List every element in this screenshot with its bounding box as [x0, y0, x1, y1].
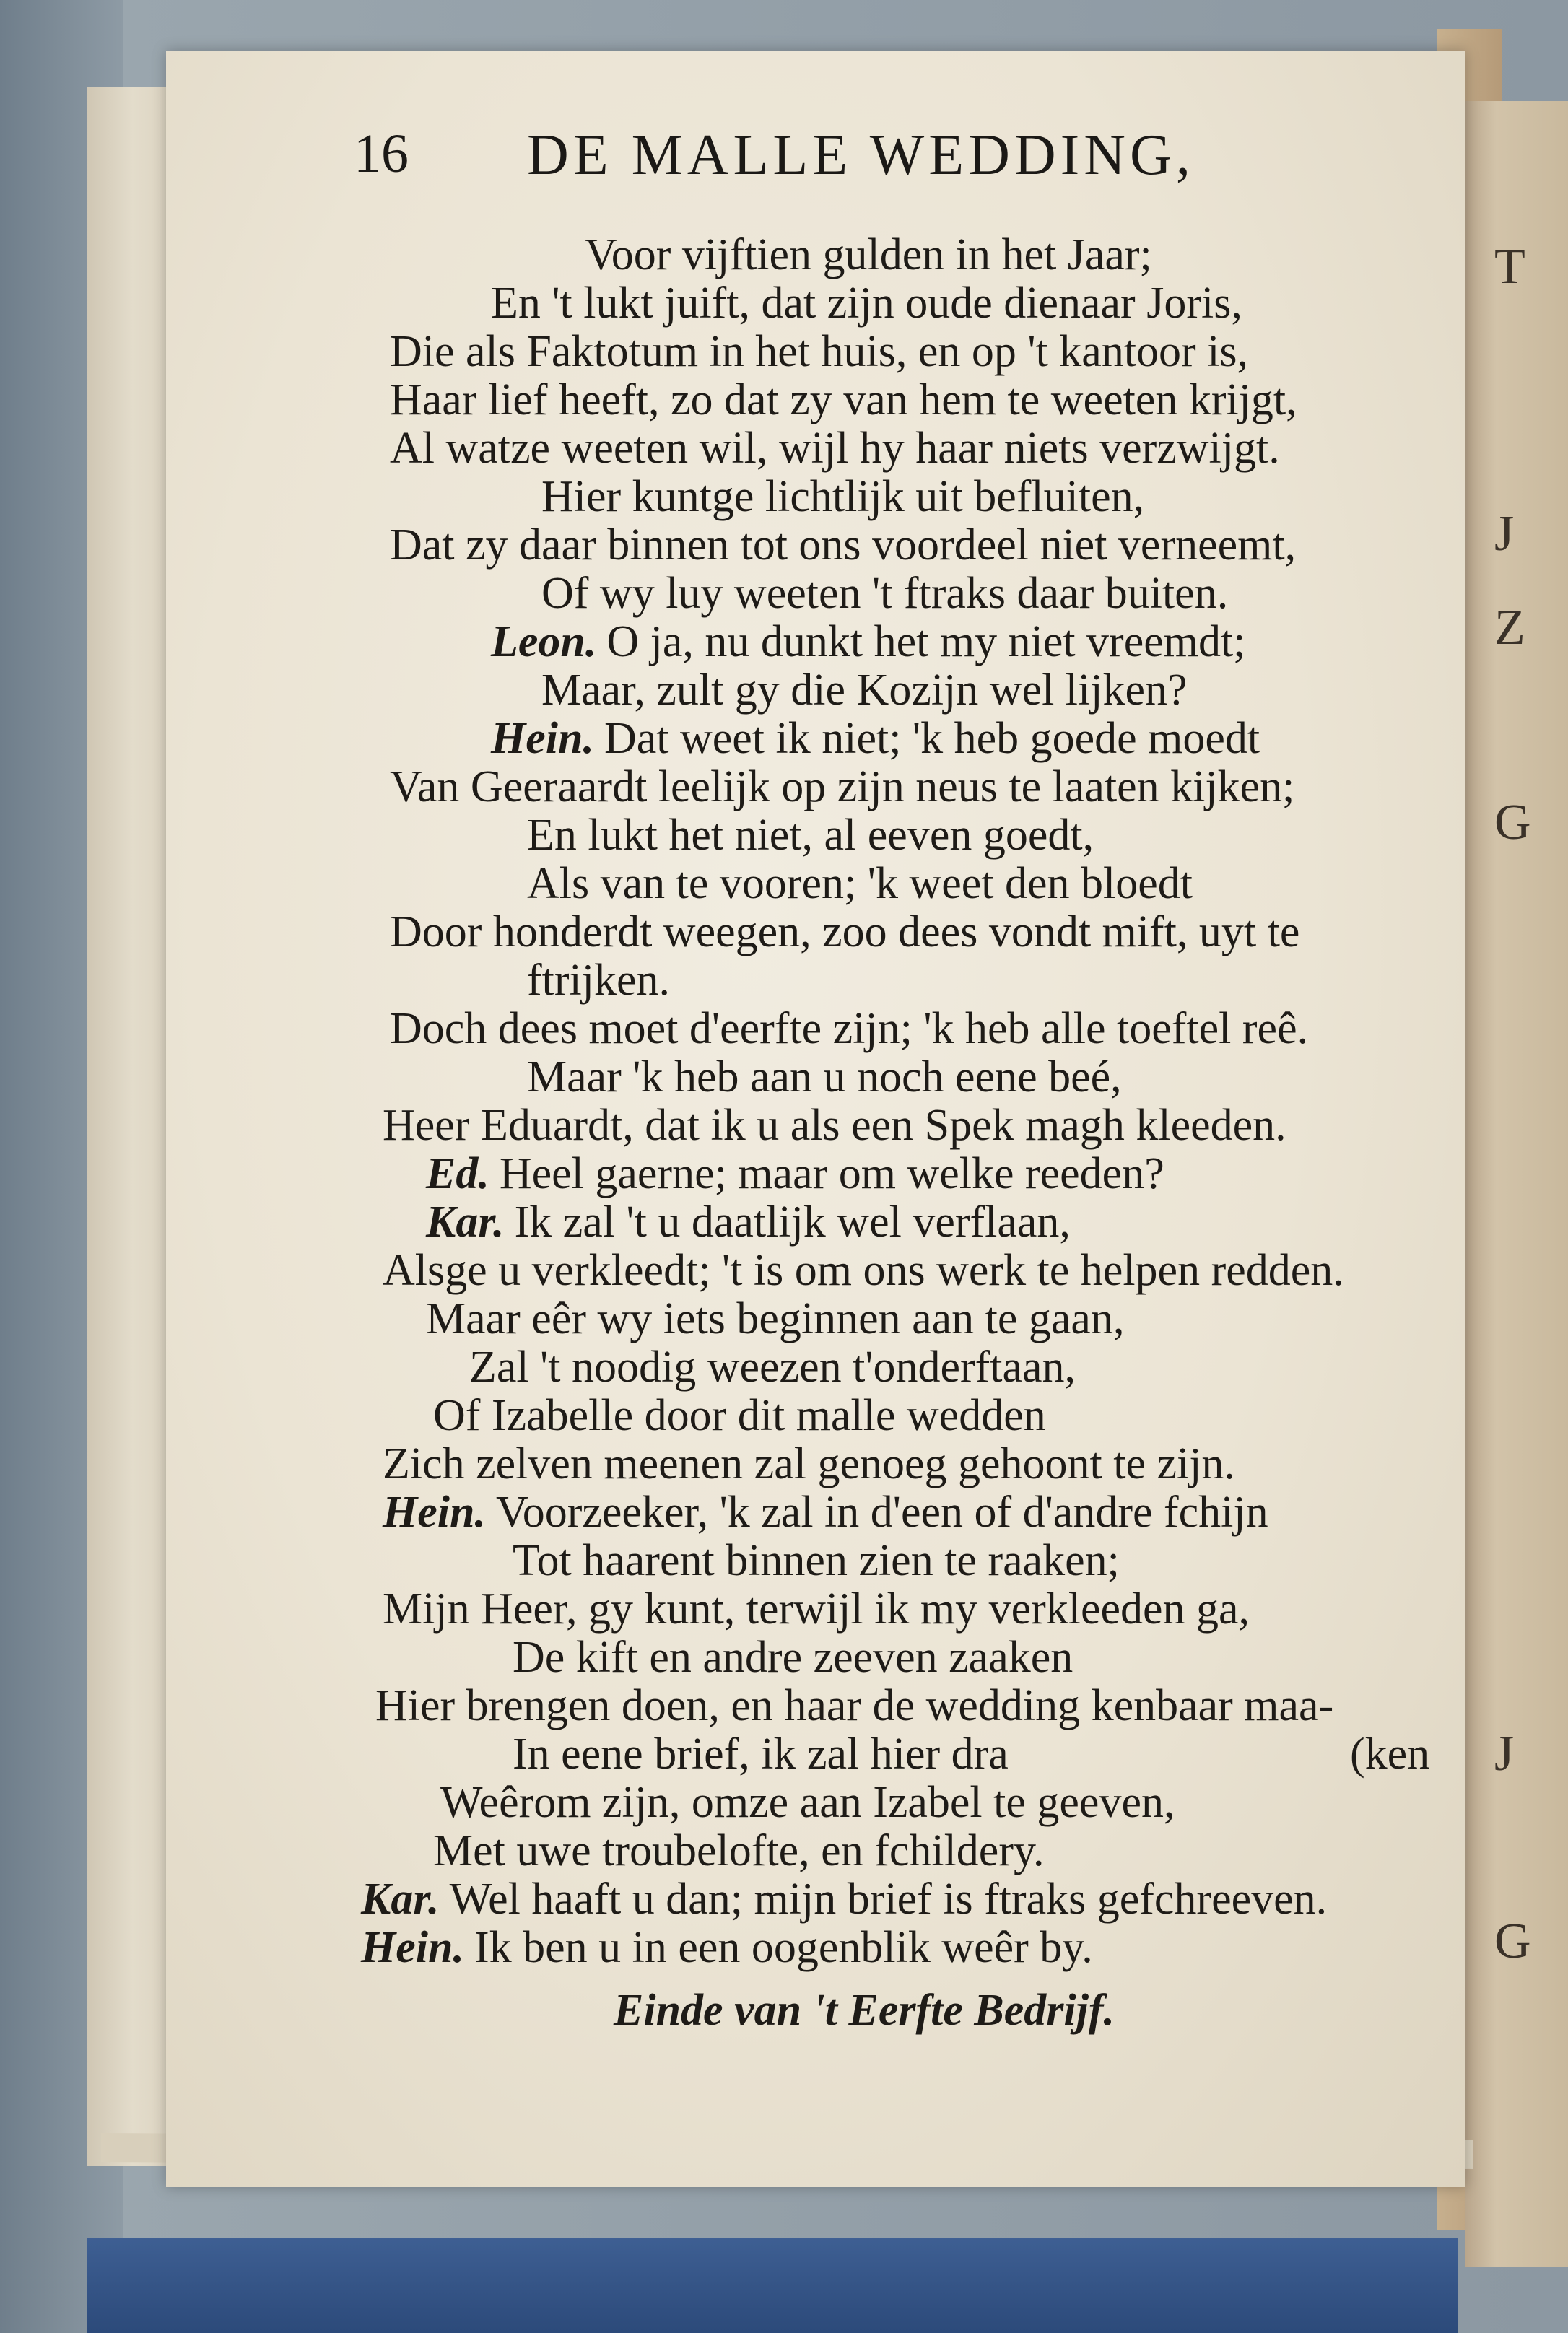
speaker-name: Hein.	[361, 1923, 464, 1972]
facing-page-edge	[1465, 101, 1568, 2267]
verse-line: Of wy luy weeten 't ftraks daar buiten.	[541, 569, 1229, 618]
verse-line: Of Izabelle door dit malle wedden	[433, 1391, 1046, 1440]
verse-line: Kar. Wel haaft u dan; mijn brief is ftraks gefchreeven.	[361, 1875, 1328, 1924]
verse-line: In eene brief, ik zal hier dra	[513, 1730, 1009, 1779]
book-cover-bottom	[87, 2238, 1458, 2333]
verse-line: Ed. Heel gaerne; maar om welke reeden?	[426, 1149, 1164, 1198]
edge-letter: G	[1494, 795, 1531, 850]
verse-line: Tot haarent binnen zien te raaken;	[513, 1536, 1120, 1585]
edge-letter: T	[1494, 239, 1525, 295]
running-head: DE MALLE WEDDING,	[527, 123, 1195, 187]
speaker-name: Leon.	[491, 617, 597, 666]
verse-line: Heer Eduardt, dat ik u als een Spek magh kleeden.	[383, 1101, 1286, 1150]
verse-line: Zal 't noodig weezen t'onderftaan,	[469, 1343, 1076, 1392]
overflow-word: (ken	[1350, 1730, 1430, 1779]
verse-line: Alsge u verkleedt; 't is om ons werk te helpen redden.	[383, 1246, 1344, 1295]
verse-line: ftrijken.	[527, 956, 670, 1005]
verse-line: En 't lukt juift, dat zijn oude dienaar Joris,	[491, 279, 1242, 328]
verse-line: Hein. Dat weet ik niet; 'k heb goede moedt	[491, 714, 1260, 763]
verse-line: Doch dees moet d'eerfte zijn; 'k heb alle toeftel reê.	[390, 1004, 1309, 1053]
verse-line: Haar lief heeft, zo dat zy van hem te weeten krijgt,	[390, 375, 1297, 424]
verse-line: Als van te vooren; 'k weet den bloedt	[527, 859, 1193, 908]
verse-line: Maar, zult gy die Kozijn wel lijken?	[541, 666, 1188, 715]
act-end-line: Einde van 't Eerfte Bedrijf.	[614, 1986, 1115, 2035]
verse-line: Maar eêr wy iets beginnen aan te gaan,	[426, 1294, 1125, 1343]
verse-line: Leon. O ja, nu dunkt het my niet vreemdt;	[491, 617, 1246, 666]
verse-line: Dat zy daar binnen tot ons voordeel niet verneemt,	[390, 520, 1297, 570]
book-page	[166, 51, 1465, 2187]
verse-line: En lukt het niet, al eeven goedt,	[527, 811, 1094, 860]
verse-line: Weêrom zijn, omze aan Izabel te geeven,	[440, 1778, 1175, 1827]
verse-line: Die als Faktotum in het huis, en op 't kantoor is,	[390, 327, 1249, 376]
speaker-name: Hein.	[491, 714, 594, 763]
speaker-name: Kar.	[361, 1875, 440, 1924]
verse-line: Hier brengen doen, en haar de wedding kenbaar maa-	[375, 1681, 1334, 1730]
verse-line: Voor vijftien gulden in het Jaar;	[585, 230, 1152, 279]
edge-letter: Z	[1494, 600, 1525, 655]
page-header	[166, 123, 1465, 202]
speaker-name: Kar.	[426, 1198, 505, 1247]
verse-line: Mijn Heer, gy kunt, terwijl ik my verkleeden ga,	[383, 1584, 1250, 1634]
verse-line: Maar 'k heb aan u noch eene beé,	[527, 1052, 1122, 1102]
edge-letter: J	[1494, 506, 1515, 562]
page-number: 16	[354, 123, 409, 184]
verse-line: De kift en andre zeeven zaaken	[513, 1633, 1073, 1682]
verse-line: Door honderdt weegen, zoo dees vondt mift, uyt te	[390, 907, 1300, 956]
edge-letter: J	[1494, 1726, 1515, 1782]
edge-letter: G	[1494, 1914, 1531, 1969]
verse-line: Al watze weeten wil, wijl hy haar niets verzwijgt.	[390, 424, 1280, 473]
speaker-name: Hein.	[383, 1488, 486, 1537]
verse-line: Hier kuntge lichtlijk uit befluiten,	[541, 472, 1145, 521]
verse-line: Hein. Ik ben u in een oogenblik weêr by.	[361, 1923, 1093, 1972]
verse-line: Kar. Ik zal 't u daatlijk wel verflaan,	[426, 1198, 1071, 1247]
speaker-name: Ed.	[426, 1149, 489, 1198]
verse-line: Hein. Voorzeeker, 'k zal in d'een of d'andre fchijn	[383, 1488, 1268, 1537]
verse-line: Zich zelven meenen zal genoeg gehoont te zijn.	[383, 1439, 1235, 1488]
verse-line: Van Geeraardt leelijk op zijn neus te laaten kijken;	[390, 762, 1295, 811]
verse-line: Met uwe troubelofte, en fchildery.	[433, 1826, 1045, 1875]
